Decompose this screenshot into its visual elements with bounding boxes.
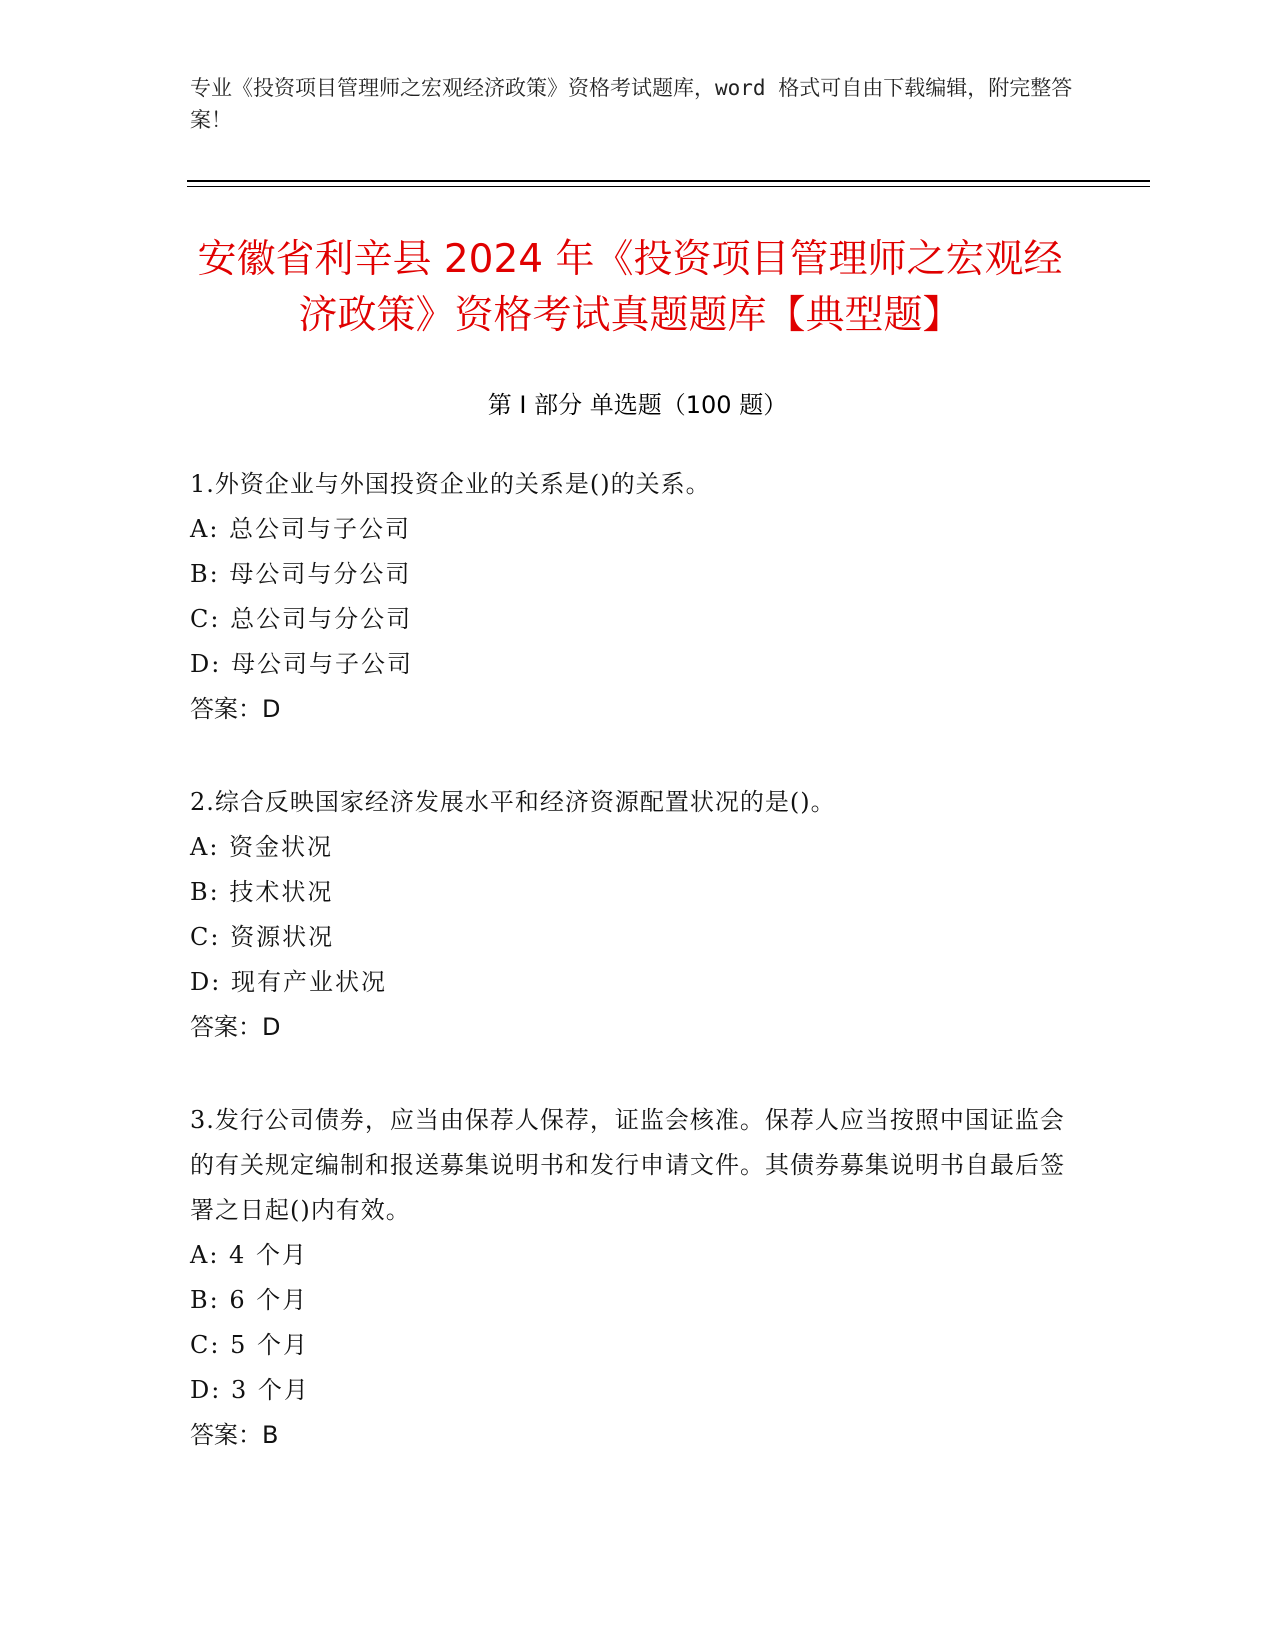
answer: 答案：D (190, 695, 281, 723)
question-stem: 1.外资企业与外国投资企业的关系是()的关系。 (190, 470, 711, 498)
section-heading: 第 I 部分 单选题（100 题） (487, 391, 788, 419)
answer: 答案：D (190, 1013, 281, 1041)
question-2 (190, 780, 1070, 1050)
option-b: B: 母公司与分公司 (190, 560, 412, 588)
option-d: D: 3 个月 (190, 1376, 310, 1404)
document-title: 安徽省利辛县 2024 年《投资项目管理师之宏观经济政策》资格考试真题题库【典型题】 (197, 237, 1063, 338)
option-c: C: 总公司与分公司 (190, 605, 413, 633)
header-note: 专业《投资项目管理师之宏观经济政策》资格考试题库，word 格式可自由下载编辑，附完整答案！ (190, 76, 1073, 132)
question-stem: 2.综合反映国家经济发展水平和经济资源配置状况的是()。 (190, 788, 836, 816)
answer: 答案：B (190, 1421, 279, 1449)
question-3 (190, 1098, 1070, 1458)
option-a: A: 资金状况 (190, 833, 334, 861)
option-c: C: 资源状况 (190, 923, 335, 951)
option-a: A: 总公司与子公司 (190, 515, 412, 543)
option-b: B: 技术状况 (190, 878, 334, 906)
option-c: C: 5 个月 (190, 1331, 309, 1359)
option-a: A: 4 个月 (190, 1241, 308, 1269)
option-d: D: 母公司与子公司 (190, 650, 413, 678)
option-d: D: 现有产业状况 (190, 968, 387, 996)
option-b: B: 6 个月 (190, 1286, 309, 1314)
header-rule-thin (187, 186, 1150, 187)
header-rule-thick (187, 180, 1150, 182)
question-stem: 3.发行公司债券，应当由保荐人保荐，证监会核准。保荐人应当按照中国证监会的有关规定编制和报送募集说明书和发行申请文件。其债券募集说明书自最后签署之日起()内有效。 (190, 1106, 1065, 1224)
question-1 (190, 462, 1070, 732)
